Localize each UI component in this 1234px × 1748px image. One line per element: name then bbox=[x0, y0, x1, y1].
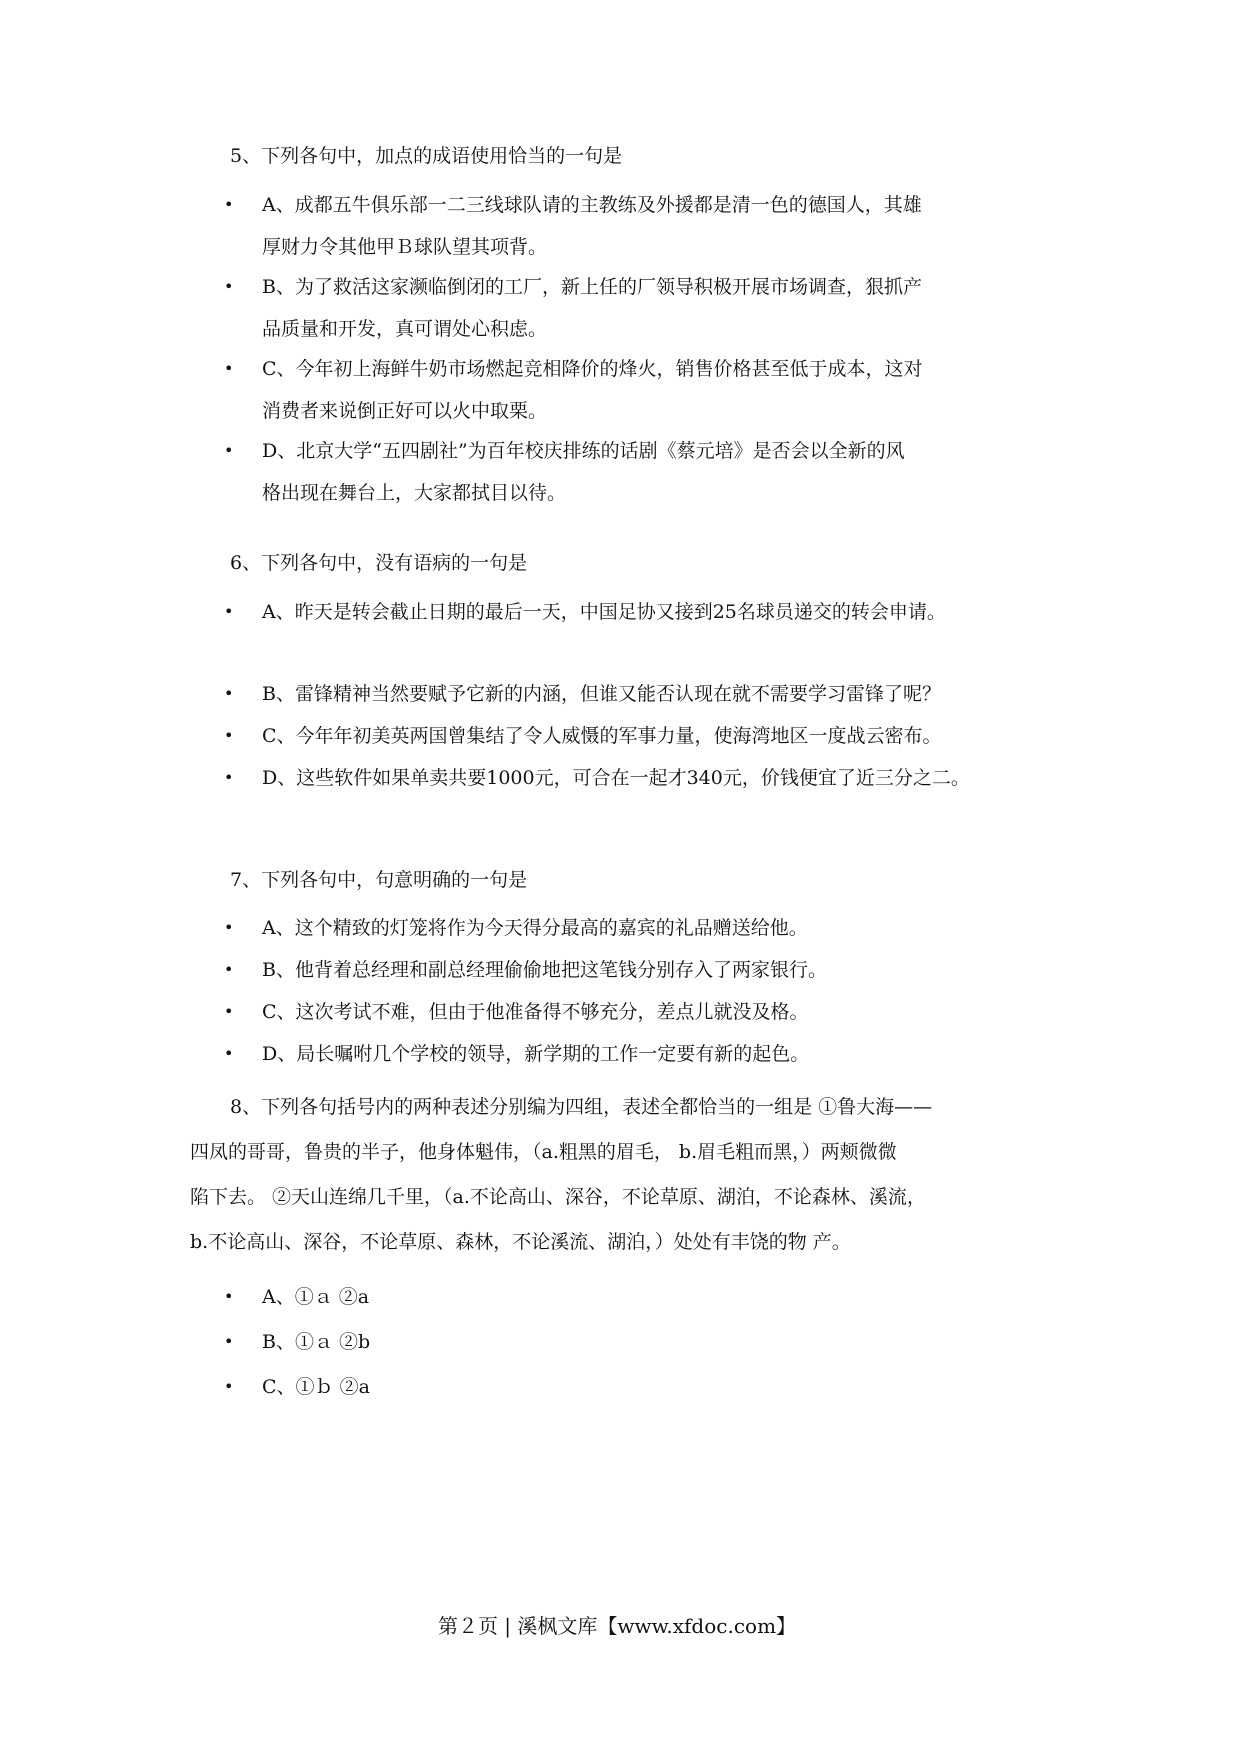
bullet: • bbox=[224, 359, 234, 378]
bullet: • bbox=[224, 602, 234, 621]
bullet: • bbox=[224, 1044, 234, 1063]
option-line: A、成都五牛俱乐部一二三线球队请的主教练及外援都是清一色的德国人，其雄 bbox=[262, 194, 922, 216]
bullet: • bbox=[224, 1002, 234, 1021]
question-8-line-2: 四凤的哥哥，鲁贵的半子，他身体魁伟，（a.粗黑的眉毛， b.眉毛粗而黑，）两颊微微 bbox=[190, 1141, 897, 1163]
option-line: B、雷锋精神当然要赋予它新的内涵，但谁又能否认现在就不需要学习雷锋了呢？ bbox=[262, 683, 941, 705]
option-line: 厚财力令其他甲Ｂ球队望其项背。 bbox=[262, 236, 548, 258]
bullet: • bbox=[224, 277, 234, 296]
option-line: A、①ａ ②a bbox=[262, 1286, 370, 1308]
option-line: 品质量和开发，真可谓处心积虑。 bbox=[262, 318, 548, 340]
bullet: • bbox=[224, 1332, 234, 1351]
option-line: D、北京大学“五四剧社”为百年校庆排练的话剧《蔡元培》是否会以全新的风 bbox=[262, 440, 905, 462]
bullet: • bbox=[224, 684, 234, 703]
option-line: D、局长嘱咐几个学校的领导，新学期的工作一定要有新的起色。 bbox=[262, 1043, 810, 1065]
bullet: • bbox=[224, 1377, 234, 1396]
question-8-line-1: 8、下列各句括号内的两种表述分别编为四组，表述全都恰当的一组是 ①鲁大海—— bbox=[230, 1096, 933, 1118]
option-line: B、为了救活这家濒临倒闭的工厂，新上任的厂领导积极开展市场调查，狠抓产 bbox=[262, 276, 922, 298]
option-line: C、今年初上海鲜牛奶市场燃起竞相降价的烽火，销售价格甚至低于成本，这对 bbox=[262, 358, 923, 380]
option-line: D、这些软件如果单卖共要1000元，可合在一起才340元，价钱便宜了近三分之二。 bbox=[262, 767, 970, 789]
bullet: • bbox=[224, 195, 234, 214]
option-line: C、这次考试不难，但由于他准备得不够充分，差点儿就没及格。 bbox=[262, 1001, 809, 1023]
option-line: C、今年年初美英两国曾集结了令人威慑的军事力量，使海湾地区一度战云密布。 bbox=[262, 725, 942, 747]
page-footer: 第２页 | 溪枫文库【www.xfdoc.com】 bbox=[437, 1614, 797, 1638]
question-6-title: 6、下列各句中，没有语病的一句是 bbox=[230, 552, 528, 574]
bullet: • bbox=[224, 960, 234, 979]
option-line: A、昨天是转会截止日期的最后一天，中国足协又接到25名球员递交的转会申请。 bbox=[262, 601, 946, 623]
question-5-title: 5、下列各句中，加点的成语使用恰当的一句是 bbox=[230, 145, 623, 167]
bullet: • bbox=[224, 1287, 234, 1306]
option-line: 格出现在舞台上，大家都拭目以待。 bbox=[262, 482, 567, 504]
bullet: • bbox=[224, 918, 234, 937]
option-line: B、他背着总经理和副总经理偷偷地把这笔钱分别存入了两家银行。 bbox=[262, 959, 827, 981]
bullet: • bbox=[224, 441, 234, 460]
option-line: C、①ｂ ②a bbox=[262, 1376, 370, 1398]
bullet: • bbox=[224, 768, 234, 787]
bullet: • bbox=[224, 726, 234, 745]
option-line: 消费者来说倒正好可以火中取栗。 bbox=[262, 400, 548, 422]
option-line: A、这个精致的灯笼将作为今天得分最高的嘉宾的礼品赠送给他。 bbox=[262, 917, 808, 939]
question-8-line-3: 陷下去。 ②天山连绵几千里，（a.不论高山、深谷，不论草原、湖泊，不论森林、溪流， bbox=[190, 1186, 926, 1208]
question-7-title: 7、下列各句中，句意明确的一句是 bbox=[230, 869, 528, 891]
question-8-line-4: b.不论高山、深谷，不论草原、森林，不论溪流、湖泊，）处处有丰饶的物 产。 bbox=[190, 1231, 851, 1253]
option-line: B、①ａ ②b bbox=[262, 1331, 371, 1353]
